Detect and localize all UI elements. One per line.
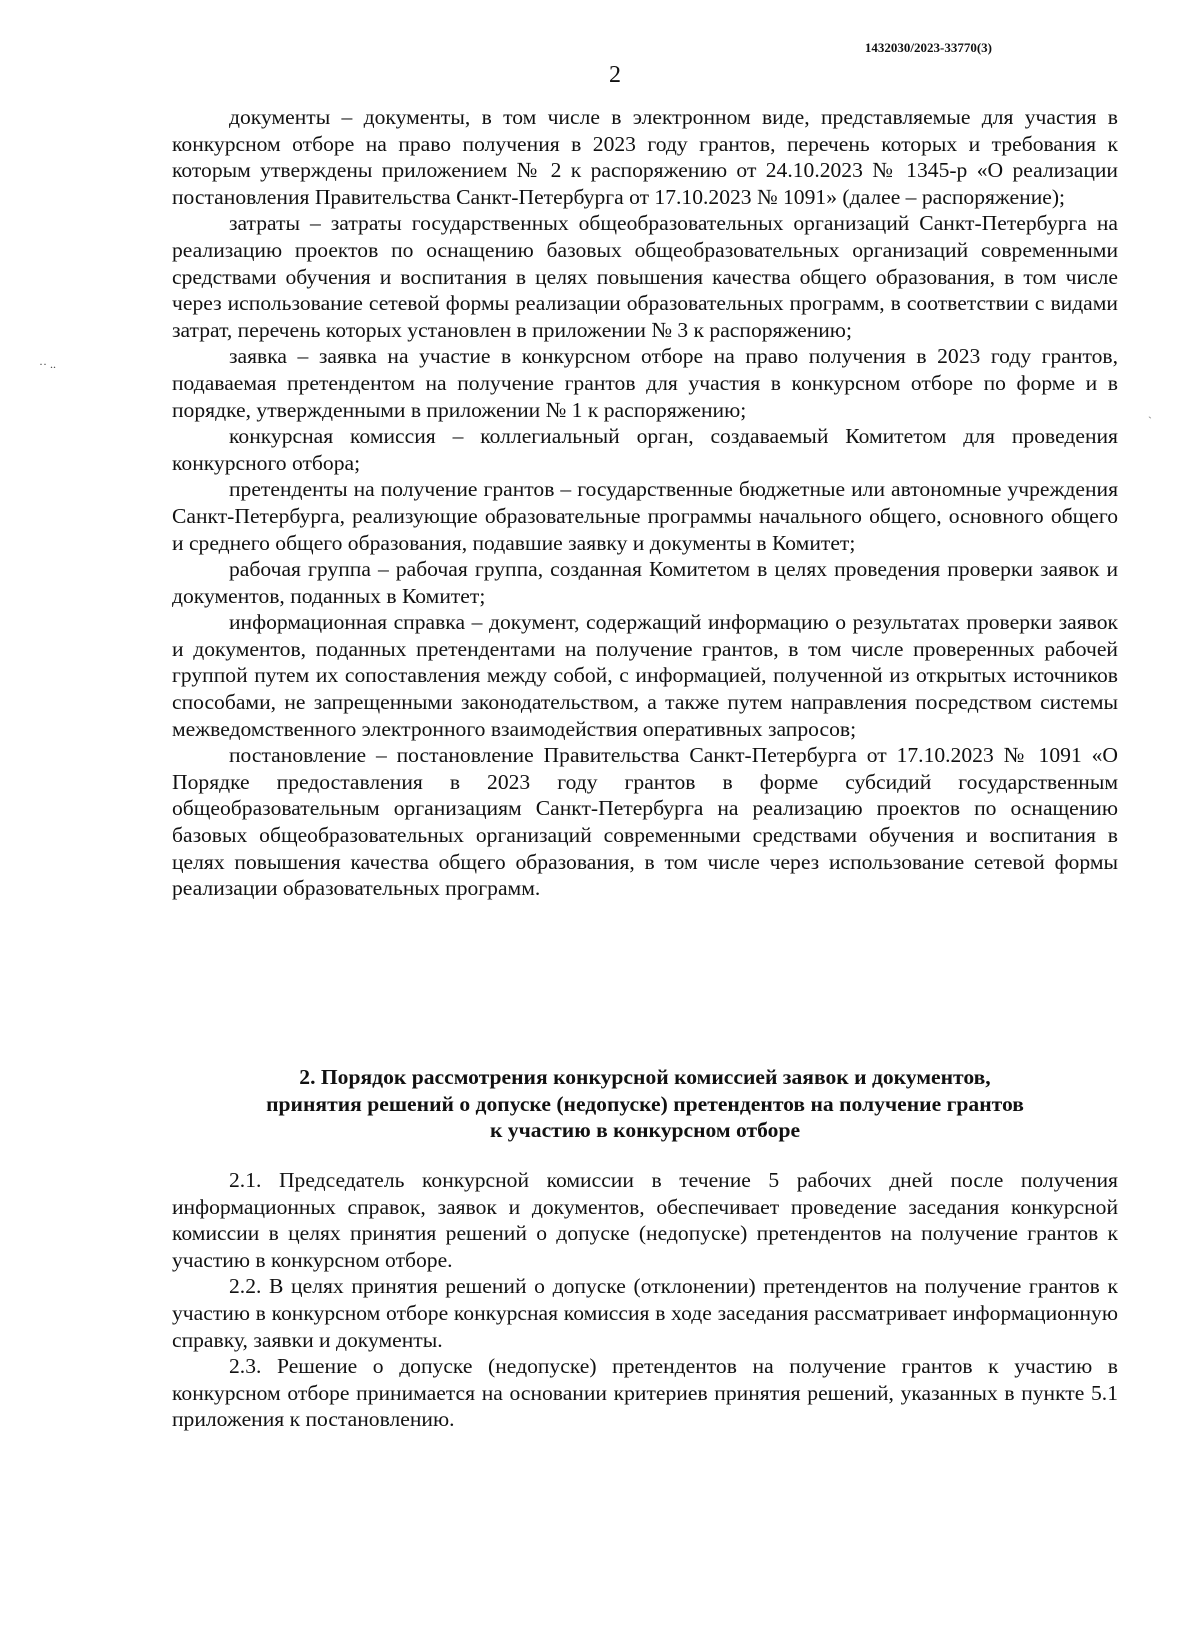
section-2-heading xyxy=(172,1064,1118,1144)
definition-paragraph: претенденты на получение грантов – государственные бюджетные или автономные учреждения Санкт-Петербурга, реализующие образовательные программы начального общего, основного общего и среднего общего образования, подавшие заявку и документы в Комитет; xyxy=(172,477,1118,555)
scan-mark-left: ·· .. xyxy=(39,357,56,371)
section-paragraph: 2.2. В целях принятия решений о допуске (отклонении) претендентов на получение грантов к участию в конкурсном отборе конкурсная комиссия в ходе заседания рассматривает информационную справку, заявки и документы. xyxy=(172,1274,1118,1352)
definition-paragraph: постановление – постановление Правительства Санкт-Петербурга от 17.10.2023 № 1091 «О Порядке предоставления в 2023 году грантов в форме субсидий государственным общеобразовательным организациям Санкт-Петербурга на реализацию проектов по оснащению базовых общеобразовательных организаций современными средствами обучения и воспитания в целях повышения качества общего образования, в том числе через использование сетевой формы реализации образовательных программ. xyxy=(172,743,1118,901)
document-id: 1432030/2023-33770(3) xyxy=(864,40,992,55)
definitions-block xyxy=(172,104,1118,902)
definition-paragraph: информационная справка – документ, содержащий информацию о результатах проверки заявок и документов, поданных претендентами на получение грантов, в том числе проверенных рабочей группой путем их сопоставления между собой, с информацией, полученной из открытых источников способами, не запрещенными законодательством, а также путем направления посредством системы межведомственного электронного взаимодействия оперативных запросов; xyxy=(172,610,1118,741)
heading-line: 2. Порядок рассмотрения конкурсной комиссией заявок и документов, xyxy=(299,1065,991,1089)
section-paragraph: 2.3. Решение о допуске (недопуске) претендентов на получение грантов к участию в конкурсном отборе принимается на основании критериев принятия решений, указанных в пункте 5.1 приложения к постановлению. xyxy=(172,1354,1118,1432)
scan-mark-right: ˏ xyxy=(1148,405,1152,419)
section-paragraph: 2.1. Председатель конкурсной комиссии в течение 5 рабочих дней после получения информационных справок, заявок и документов, обеспечивает проведение заседания конкурсной комиссии в целях принятия решений о допуске (недопуске) претендентов на получение грантов к участию в конкурсном отборе. xyxy=(172,1168,1118,1272)
heading-line: к участию в конкурсном отборе xyxy=(489,1118,801,1143)
definition-paragraph: затраты – затраты государственных общеобразовательных организаций Санкт-Петербурга на реализацию проектов по оснащению базовых общеобразовательных организаций современными средствами обучения и воспитания в целях повышения качества общего образования, в том числе через использование сетевой формы реализации образовательных программ, в соответствии с видами затрат, перечень которых установлен в приложении № 3 к распоряжению; xyxy=(172,211,1118,342)
definition-paragraph: рабочая группа – рабочая группа, созданная Комитетом в целях проведения проверки заявок и документов, поданных в Комитет; xyxy=(172,557,1118,608)
section-2-body xyxy=(172,1167,1118,1433)
definition-paragraph: заявка – заявка на участие в конкурсном отборе на право получения в 2023 году грантов, подаваемая претендентом на получение грантов для участия в конкурсном отборе по форме и в порядке, утвержденными в приложении № 1 к распоряжению; xyxy=(172,344,1118,422)
definition-paragraph: конкурсная комиссия – коллегиальный орган, создаваемый Комитетом для проведения конкурсного отбора; xyxy=(172,424,1118,475)
definition-paragraph: документы – документы, в том числе в электронном виде, представляемые для участия в конкурсном отборе на право получения в 2023 году грантов, перечень которых и требования к которым утверждены приложением № 2 к распоряжению от 24.10.2023 № 1345-р «О реализации постановления Правительства Санкт-Петербурга от 17.10.2023 № 1091» (далее – распоряжение); xyxy=(172,105,1118,209)
page-number: 2 xyxy=(609,62,621,88)
heading-line: принятия решений о допуске (недопуске) претендентов на получение грантов xyxy=(266,1091,1024,1116)
